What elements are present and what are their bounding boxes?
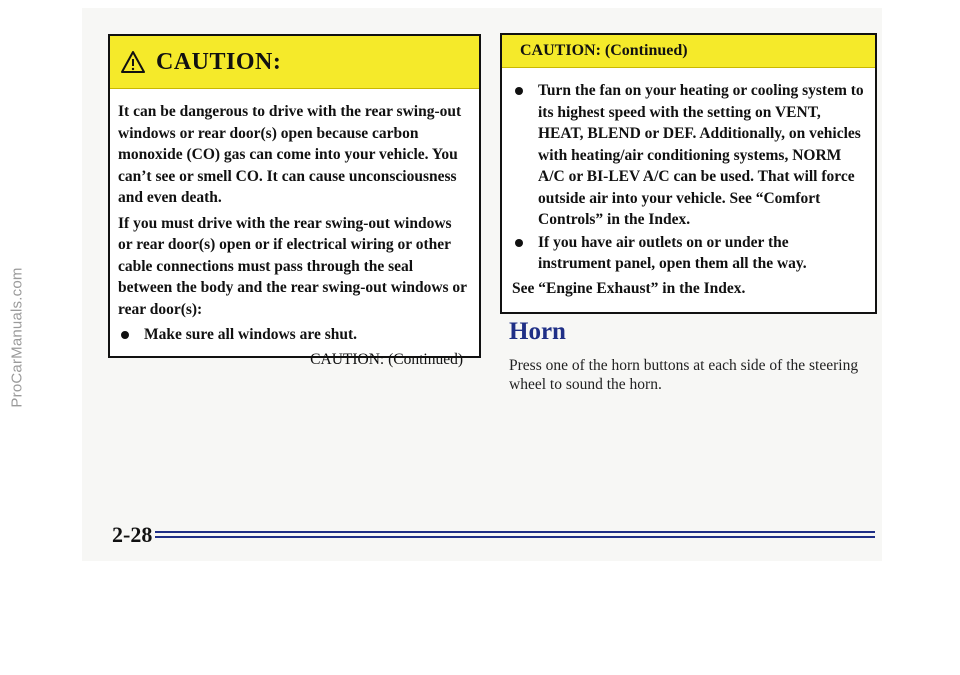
caution-bullet: If you have air outlets on or under the instrument panel, open them all the way. [512, 232, 865, 275]
caution-title: CAUTION: [156, 48, 282, 75]
caution-bullet: Make sure all windows are shut. [118, 324, 469, 346]
cross-reference: See “Engine Exhaust” in the Index. [512, 279, 746, 297]
caution-continued-label: CAUTION: (Continued) [310, 350, 463, 368]
caution-body [502, 68, 875, 299]
section-body-horn: Press one of the horn buttons at each side of the steering wheel to sound the horn. [509, 357, 859, 393]
caution-title: CAUTION: (Continued) [520, 42, 688, 59]
watermark-text: ProCarManuals.com [8, 267, 26, 408]
caution-header [110, 36, 479, 89]
section-heading-horn: Horn [509, 318, 566, 345]
caution-box-right [500, 33, 877, 314]
footer-rule [155, 531, 875, 538]
caution-body [110, 89, 479, 371]
caution-box-left [108, 34, 481, 368]
caution-bullet-list [118, 324, 469, 346]
caution-paragraph: It can be dangerous to drive with the rear swing-out windows or rear door(s) open because carbon monoxide (CO) gas can come into your vehicle. You can’t see or smell CO. It can cause unconsciousness and even death. [118, 103, 462, 206]
warning-triangle-icon [120, 50, 146, 74]
watermark [4, 0, 30, 675]
caution-bullet-list [512, 80, 865, 275]
caution-header [502, 35, 875, 68]
page-number: 2-28 [112, 522, 153, 547]
caution-bullet: Turn the fan on your heating or cooling system to its highest speed with the setting on VENT, HEAT, BLEND or DEF. Additionally, on vehicles with heating/air conditioning systems, NORM A/C or BI-LEV A/C can be used. That will force outside air into your vehicle. See “Comfort Controls” in the Index. [512, 80, 865, 231]
caution-paragraph: If you must drive with the rear swing-out windows or rear door(s) open or if electrical wiring or other cable connections must pass through the seal between the body and the rear swing-out windows or rear door(s): [118, 214, 467, 318]
